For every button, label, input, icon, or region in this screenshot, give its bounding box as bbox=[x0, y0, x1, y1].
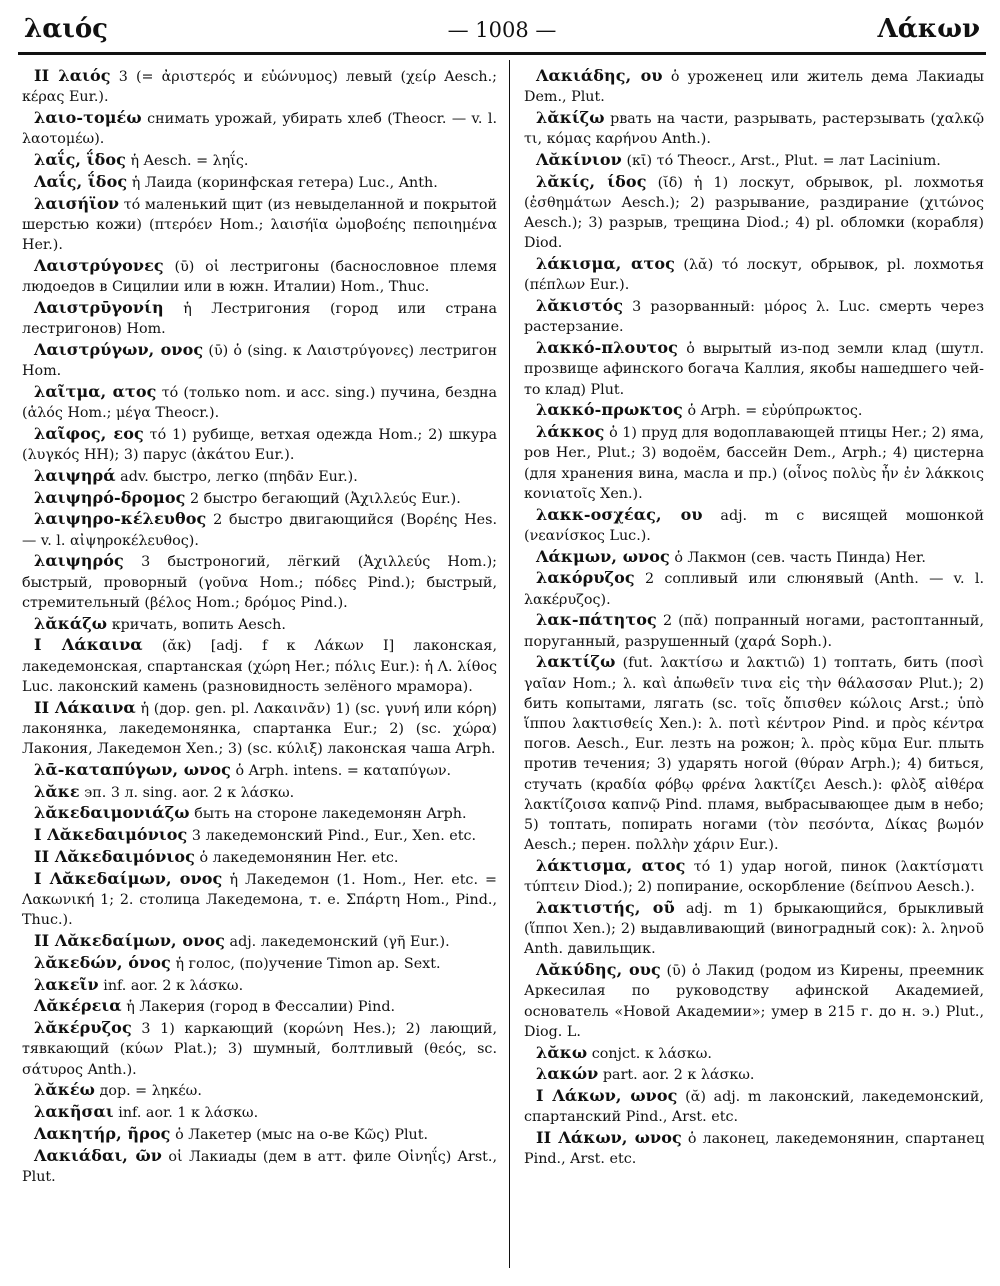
entry-headword: Λάκμων, ωνος bbox=[536, 546, 670, 566]
entry-definition: ὁ Лакетер (мыс на о-ве Κῶς) Plut. bbox=[175, 1126, 429, 1143]
entry-definition: adv. быстро, легко (πηδᾶν Eur.). bbox=[120, 468, 358, 485]
entry-headword: λακτιστής, οῦ bbox=[536, 898, 675, 918]
entry-headword: λακκό-πρωκτος bbox=[536, 400, 683, 420]
entry-headword: λαιψηρά bbox=[34, 465, 116, 485]
dictionary-entry bbox=[524, 610, 984, 651]
header-rule bbox=[18, 52, 986, 55]
entry-definition: ὁ лакедемонянин Her. etc. bbox=[199, 849, 399, 866]
dictionary-entry bbox=[22, 1146, 497, 1187]
entry-headword: λαιο-τομέω bbox=[34, 108, 142, 127]
entry-definition: 3 1) каркающий (κορώνη Hes.); 2) лающий, тявкающий (κύων Plat.); 3) шумный, болтливый (θεός, sc. σάτυρος Anth.). bbox=[22, 1021, 498, 1078]
dictionary-entry bbox=[22, 551, 497, 613]
entry-headword: I Λᾰκεδαιμόνιος bbox=[34, 825, 188, 845]
entry-definition: ὁ лаконец, лакедемонянин, спартанец Pind., Arst. etc. bbox=[524, 1131, 985, 1168]
entry-headword: λαιψηρο-κέλευθος bbox=[34, 509, 207, 529]
dictionary-entry bbox=[524, 296, 984, 337]
entry-definition: inf. aor. 1 к λάσκω. bbox=[118, 1105, 259, 1122]
entry-definition: (fut. λακτίσω и λακτιῶ) 1) топтать, бить (ποσὶ γαῖαν Hom.; λ. καὶ ἀπωθεῖν τινα εἰς τὴν θάλασσαν Plut.); 2) бить копытами, лягать (sc. τοῖς ὄπισθεν κώλοις Arst.; ὑπὸ ἵππου λακτισθείς Xen.): λ. ποτὶ κέντρον Pind. и πρὸς κέντρα погов. Aesch., Eur. лезть на рожон; λ. πρὸς κῦμα Eur. плыть против течения; 3) ударять ногой (θύραν Arph.); 4) биться, стучать (κραδία φόβῳ φρένα λακτίζει Aesch.): φλὸξ αἰθέρα λακτίζοισα καπνῷ Pind. пламя, выбрасывающее дым в небо; 5) топтать, попирать ногами (τὸν πεσόντα, Δίκας βωμόν Aesch.; перен. πολλὴν χάριν Eur.). bbox=[524, 655, 984, 854]
entry-definition: τό 1) рубище, ветхая одежда Hom.; 2) шкура (λυγκός HH); 3) парус (ἀκάτου Eur.). bbox=[22, 426, 498, 463]
dictionary-entry bbox=[22, 298, 497, 339]
entry-definition: οἱ Лакиады (дем в атт. филе Οἰνηΐς) Arst., Plut. bbox=[22, 1148, 498, 1185]
dictionary-entry bbox=[22, 698, 497, 760]
entry-headword: λᾱ-καταπύγων, ωνος bbox=[34, 759, 231, 779]
dictionary-entry bbox=[22, 150, 497, 171]
dictionary-entry bbox=[22, 509, 497, 550]
entry-headword: λᾰκεδαιμονιάζω bbox=[34, 803, 190, 823]
entry-headword: I Λᾰκεδαίμων, ονος bbox=[34, 868, 223, 888]
entry-headword: λᾰκίζω bbox=[536, 108, 605, 127]
entry-definition: 3 (= ἀριστερός и εὐώνυμος) левый (χείρ Aesch.; κέρας Eur.). bbox=[22, 69, 498, 106]
entry-definition: ὁ уроженец или житель дема Лакиады Dem., Plut. bbox=[524, 69, 985, 106]
entry-headword: Λακιάδης, ου bbox=[536, 66, 663, 85]
dictionary-entry bbox=[524, 172, 984, 254]
entry-definition: adj. лакедемонский (γῆ Eur.). bbox=[229, 933, 450, 950]
dictionary-entry bbox=[22, 194, 497, 256]
dictionary-entry bbox=[524, 66, 984, 107]
entry-definition: рвать на части, разрывать, растерзывать (χαλκῷ τι, κόμας καρήνου Anth.). bbox=[524, 111, 985, 148]
entry-definition: 2 сопливый или слюнявый (Anth. — v. l. λακέρυζος). bbox=[524, 571, 985, 608]
entry-headword: Λᾰκίνιον bbox=[536, 150, 622, 169]
dictionary-entry bbox=[524, 1043, 984, 1064]
entry-definition: ὁ вырытый из-под земли клад (шутл. прозвище афинского богача Каллия, якобы нашедшего чей-то клад) Plut. bbox=[524, 341, 985, 398]
dictionary-entry bbox=[22, 825, 497, 846]
entry-headword: λακτίζω bbox=[536, 652, 616, 672]
entry-headword: II Λάκαινα bbox=[34, 697, 136, 717]
entry-definition: 3 быстроногий, лёгкий (Ἀχιλλεύς Hom.); быстрый, проворный (γοῦνα Hom.; πόδες Pind.); быстрый, стремительный (βέλος Hom.; δρόμος Pind.). bbox=[22, 554, 498, 611]
entry-headword: λακ-πάτητος bbox=[536, 610, 657, 630]
entry-headword: λάκκος bbox=[536, 422, 605, 442]
dictionary-entry bbox=[22, 108, 497, 149]
entry-definition: ἡ Лакедемон (1. Hom., Her. etc. = Λακωνική 1; 2. столица Лакедемона, т. е. Σπάρτη Hom., Pind., Thuc.). bbox=[22, 871, 498, 929]
dictionary-entry bbox=[22, 996, 497, 1017]
entry-definition: ἡ Лестригония (город или страна лестригонов) Hom. bbox=[22, 300, 497, 337]
entry-definition: (λᾰ) τό лоскут, обрывок, pl. лохмотья (πέπλων Eur.). bbox=[524, 257, 984, 294]
entry-headword: λακκό-πλουτος bbox=[536, 338, 679, 358]
entry-headword: λαιψηρός bbox=[34, 551, 124, 571]
entry-definition: part. aor. 2 к λάσκω. bbox=[602, 1067, 755, 1084]
dictionary-entry bbox=[524, 547, 984, 568]
column-divider bbox=[509, 60, 510, 1268]
entry-definition: быть на стороне лакедемонян Arph. bbox=[194, 806, 467, 823]
entry-definition: (ᾰκ) [adj. f к Λάκων I] лаконская, лакедемонская, спартанская (χώρη Her.; πόλις Eur.): ἡ Λ. λίθος Luc. лаконский камень (разновидность зелёного мрамора). bbox=[22, 638, 497, 695]
dictionary-entry bbox=[524, 652, 984, 855]
entry-definition: (ῡ) ὁ Лакид (родом из Кирены, преемник Аркесилая по руководству афинской Академией, основатель «Новой Академии»; умер в 215 г. до н. э.) Plut., Diog. L. bbox=[524, 963, 984, 1040]
entry-headword: λακῆσαι bbox=[34, 1102, 114, 1122]
entry-definition: кричать, вопить Aesch. bbox=[111, 616, 286, 633]
entry-headword: Λᾰκύδης, ους bbox=[536, 960, 661, 980]
entry-headword: λᾰκάζω bbox=[34, 613, 108, 633]
running-headword-left: λαιός bbox=[24, 14, 108, 44]
dictionary-entry bbox=[22, 782, 497, 803]
entry-headword: λάκτισμα, ατος bbox=[536, 856, 686, 876]
entry-definition: (ῡ) οἱ лестригоны (баснословное племя людоедов в Сицилии или в южн. Италии) Hom., Thuc. bbox=[22, 258, 498, 295]
page-number: — 1008 — bbox=[447, 18, 557, 42]
dictionary-entry bbox=[524, 568, 984, 609]
dictionary-entry bbox=[22, 382, 497, 423]
dictionary-entry bbox=[524, 150, 984, 171]
dictionary-entry bbox=[22, 975, 497, 996]
dictionary-entry bbox=[22, 760, 497, 781]
entry-headword: λᾰκω bbox=[536, 1042, 588, 1062]
entry-definition: τό 1) удар ногой, пинок (λακτίσματι τύπτειν Diod.); 2) попирание, оскорбление (δείπνου Aesch.). bbox=[524, 859, 984, 896]
dictionary-entry bbox=[524, 1086, 984, 1127]
entry-headword: λᾰκέω bbox=[34, 1080, 95, 1100]
entry-headword: λακκ-οσχέας, ου bbox=[536, 504, 703, 524]
entry-definition: 2 быстро бегающий (Ἀχιλλεύς Eur.). bbox=[189, 490, 461, 507]
entry-headword: λαῖτμα, ατος bbox=[34, 381, 157, 401]
right-column bbox=[524, 66, 984, 1170]
dictionary-entry bbox=[524, 960, 984, 1042]
entry-definition: 2 (πᾰ) попранный ногами, растоптанный, поруганный, разрушенный (χαρά Soph.). bbox=[524, 613, 985, 650]
entry-definition: дор. = ληκέω. bbox=[99, 1083, 202, 1100]
entry-headword: II Λᾰκεδαίμων, ονος bbox=[34, 930, 225, 950]
entry-definition: ἡ Лакерия (город в Фессалии) Pind. bbox=[126, 999, 396, 1016]
entry-headword: λᾰκε bbox=[34, 781, 80, 801]
entry-headword: λᾰκιστός bbox=[536, 296, 624, 316]
dictionary-entry bbox=[22, 172, 497, 193]
entry-headword: λαιψηρό-δρομος bbox=[34, 487, 186, 507]
left-column bbox=[22, 66, 497, 1188]
dictionary-entry bbox=[22, 66, 497, 107]
entry-headword: II Λάκων, ωνος bbox=[536, 1128, 682, 1148]
entry-definition: 3 разорванный: μόρος λ. Luc. смерть через растерзание. bbox=[524, 299, 984, 336]
entry-headword: Λακητήρ, ῆρος bbox=[34, 1123, 171, 1143]
dictionary-entry bbox=[22, 340, 497, 381]
dictionary-entry bbox=[524, 254, 984, 295]
entry-definition: эп. 3 л. sing. aor. 2 к λάσκω. bbox=[84, 784, 295, 801]
entry-headword: II λαιός bbox=[34, 66, 111, 85]
entry-headword: λαΐς, ΐδος bbox=[34, 150, 126, 169]
entry-headword: λαισήϊον bbox=[34, 193, 120, 213]
entry-definition: ἡ Aesch. = ληΐς. bbox=[130, 153, 249, 169]
entry-headword: λαῖφος, εος bbox=[34, 423, 144, 443]
dictionary-entry bbox=[22, 953, 497, 974]
entry-headword: Λακιάδαι, ῶν bbox=[34, 1145, 162, 1165]
entry-definition: ὁ Arph. intens. = καταπύγων. bbox=[235, 762, 452, 779]
dictionary-entry bbox=[22, 488, 497, 509]
entry-definition: inf. aor. 2 к λάσκω. bbox=[103, 977, 244, 994]
dictionary-entry bbox=[22, 466, 497, 487]
entry-definition: (ῡ) ὁ (sing. к Λαιστρύγονες) лестригон Hom. bbox=[22, 342, 497, 379]
entry-definition: ὁ Лакмон (сев. часть Пинда) Her. bbox=[674, 549, 926, 566]
dictionary-entry bbox=[524, 1128, 984, 1169]
entry-definition: 2 быстро двигающийся (Βορέης Hes. — v. l. αἰψηροκέλευθος). bbox=[22, 512, 498, 549]
dictionary-entry bbox=[22, 803, 497, 824]
entry-definition: (ῐδ) ἡ 1) лоскут, обрывок, pl. лохмотья (ἐσθημάτων Aesch.); 2) разрывание, раздирание (χιτώνος Aesch.); 3) разрыв, трещина Diod.; 4) pl. обломки (корабля) Diod. bbox=[524, 174, 985, 252]
entry-headword: I Λάκαινα bbox=[34, 635, 143, 655]
dictionary-entry bbox=[22, 931, 497, 952]
entry-headword: λακών bbox=[536, 1064, 599, 1084]
entry-definition: ὁ 1) пруд для водоплавающей птицы Her.; 2) яма, ров Her., Plut.; 3) водоём, бассейн Dem., Arph.; 4) цистерна (для хранения вина, масла и пр.) (οἶνος πολὺς ἦν ἐν λάκκοις κονιατοῖς Xen.). bbox=[524, 425, 984, 502]
entry-headword: Λᾰκέρεια bbox=[34, 996, 122, 1016]
dictionary-entry bbox=[524, 505, 984, 546]
dictionary-entry bbox=[22, 256, 497, 297]
dictionary-entry bbox=[524, 338, 984, 400]
page-header bbox=[24, 12, 980, 48]
entry-definition: снимать урожай, убирать хлеб (Theocr. — v. l. λαοτομέω). bbox=[22, 111, 498, 148]
entry-headword: Λαιστρύγονες bbox=[34, 255, 164, 275]
entry-headword: II Λᾰκεδαιμόνιος bbox=[34, 846, 195, 866]
entry-headword: I Λάκων, ωνος bbox=[536, 1086, 678, 1106]
dictionary-entry bbox=[22, 614, 497, 635]
entry-headword: λάκισμα, ατος bbox=[536, 254, 675, 274]
dictionary-entry bbox=[524, 856, 984, 897]
entry-definition: ἡ голос, (по)учение Timon ap. Sext. bbox=[175, 955, 441, 972]
dictionary-entry bbox=[524, 1064, 984, 1085]
entry-definition: (κῑ) τό Theocr., Arst., Plut. = лат Lacinium. bbox=[626, 153, 941, 169]
dictionary-entry bbox=[524, 108, 984, 149]
dictionary-entry bbox=[22, 424, 497, 465]
entry-headword: Λαιστρῡγονίη bbox=[34, 297, 164, 317]
dictionary-entry bbox=[524, 400, 984, 421]
dictionary-entry bbox=[22, 1018, 497, 1080]
entry-definition: ἡ Лаида (коринфская гетера) Luc., Anth. bbox=[131, 174, 438, 191]
entry-headword: Λαιστρύγων, ονος bbox=[34, 339, 204, 359]
dictionary-entry bbox=[22, 847, 497, 868]
entry-definition: τό маленький щит (из невыделанной и покрытой шерстью кожи) (πτερόεν Hom.; λαισήϊα ὠμοβοέης πεποιημένα Her.). bbox=[22, 196, 497, 253]
entry-headword: λᾰκίς, ίδος bbox=[536, 171, 647, 191]
entry-definition: 3 лакедемонский Pind., Eur., Xen. etc. bbox=[191, 828, 477, 845]
entry-definition: ἡ (дор. gen. pl. Λακαινᾶν) 1) (sc. γυνή или κόρη) лаконянка, лакедемонянка, спартанка Eur.; 2) (sc. χώρα) Лакония, Лакедемон Xen.; 3) (sc. κύλιξ) лаконская чаша Arph. bbox=[22, 700, 497, 757]
entry-headword: λᾰκεδών, όνος bbox=[34, 952, 171, 972]
dictionary-entry bbox=[22, 1102, 497, 1123]
entry-definition: (ᾰ) adj. m лаконский, лакедемонский, спартанский Pind., Arst. etc. bbox=[524, 1089, 984, 1126]
entry-definition: conjct. к λάσκω. bbox=[591, 1045, 712, 1062]
entry-headword: λᾰκέρυζος bbox=[34, 1018, 132, 1038]
dictionary-entry bbox=[22, 1124, 497, 1145]
running-headword-right: Λάκων bbox=[877, 14, 980, 44]
dictionary-entry bbox=[22, 869, 497, 931]
entry-headword: Λαΐς, ΐδος bbox=[34, 171, 128, 191]
entry-headword: λακόρυζος bbox=[536, 568, 635, 588]
dictionary-entry bbox=[524, 422, 984, 504]
entry-definition: adj. m с висящей мошонкой (νεανίσκος Luc.). bbox=[524, 507, 984, 544]
dictionary-entry bbox=[22, 1080, 497, 1101]
dictionary-entry bbox=[524, 898, 984, 960]
entry-definition: adj. m 1) брыкающийся, брыкливый (ἵπποι Xen.); 2) выдавливающий (виноградный сок): λ. ληνοῦ Anth. давильщик. bbox=[524, 901, 985, 958]
dictionary-entry bbox=[22, 635, 497, 697]
entry-definition: τό (только nom. и acc. sing.) пучина, бездна (ἁλός Hom.; μέγα Theocr.). bbox=[22, 384, 497, 421]
entry-headword: λακεῖν bbox=[34, 974, 99, 994]
entry-definition: ὁ Arph. = εὐρύπρωκτος. bbox=[687, 403, 863, 420]
